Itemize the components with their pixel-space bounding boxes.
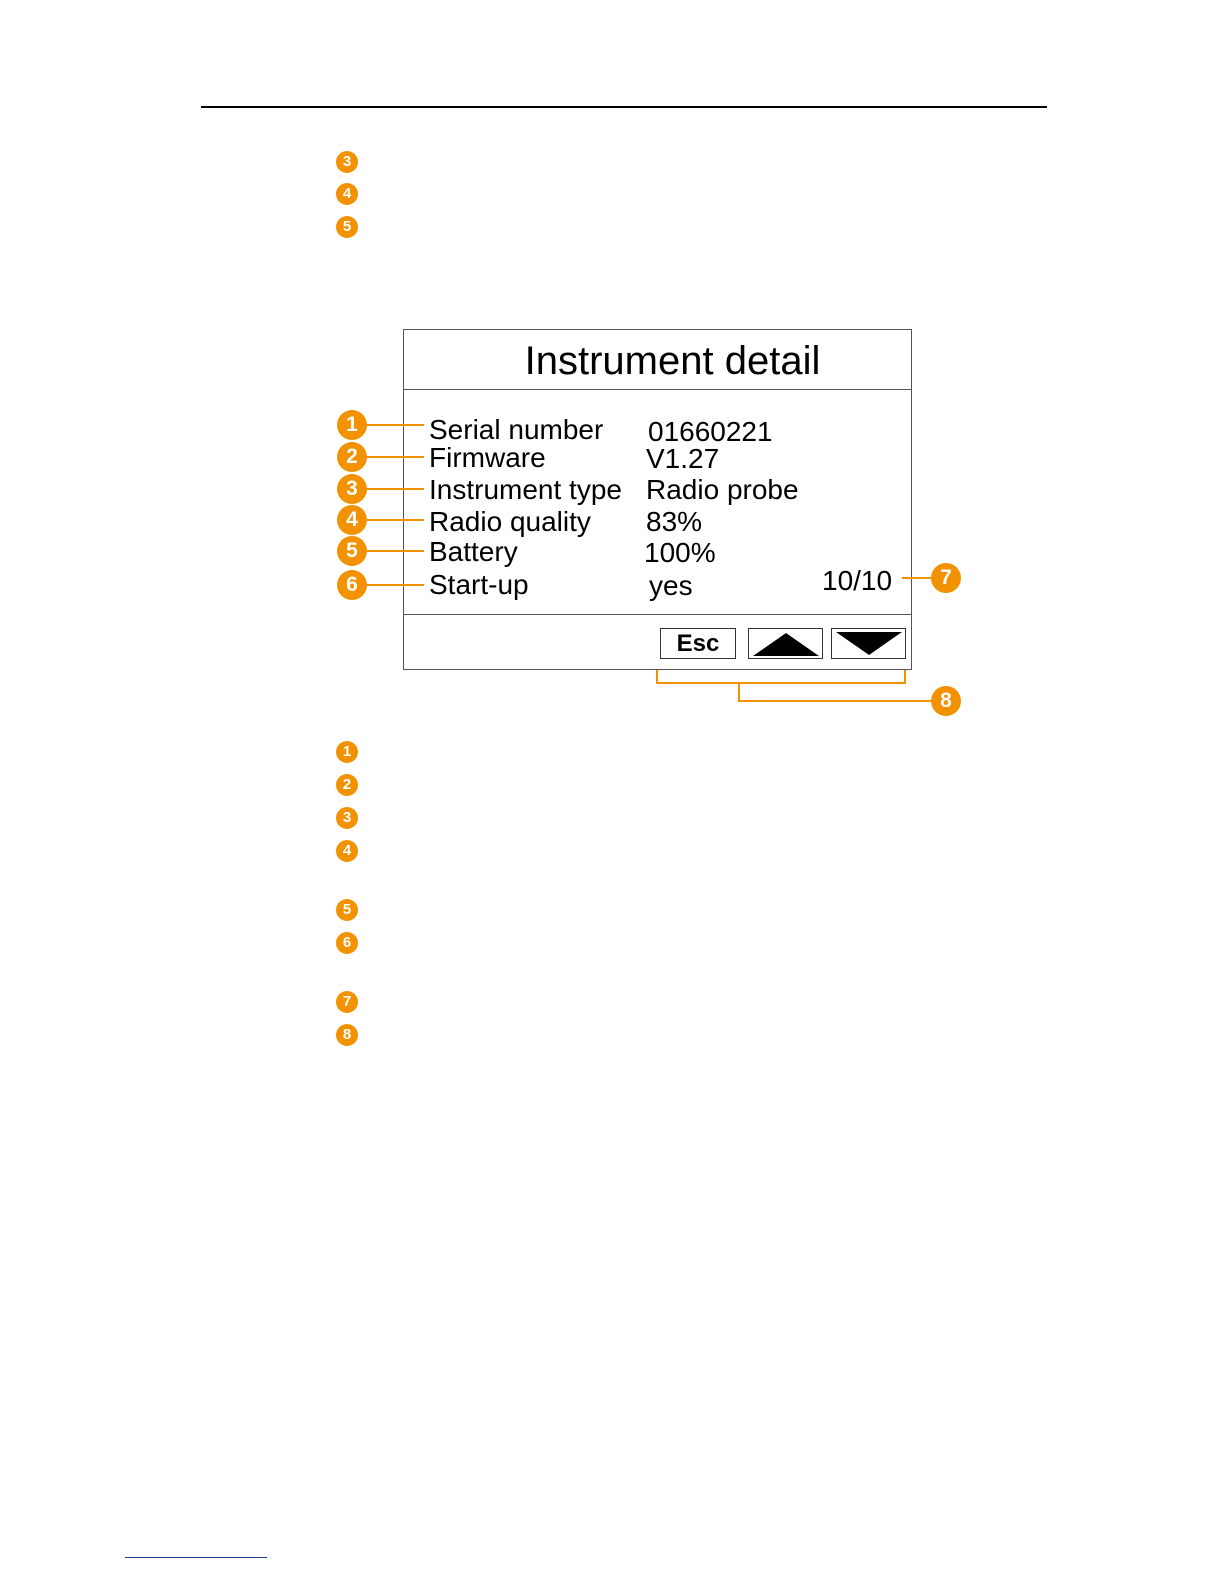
row-label-radio-quality: Radio quality bbox=[429, 506, 591, 537]
callout-4: 4 bbox=[337, 505, 367, 535]
scroll-up-button[interactable] bbox=[748, 628, 823, 659]
row-value-start-up: yes bbox=[649, 570, 693, 601]
legend-bullet-5: 5 bbox=[336, 899, 358, 921]
page-count: 10/10 bbox=[822, 565, 893, 596]
top-bullet-4: 4 bbox=[336, 183, 358, 205]
callout-5: 5 bbox=[337, 536, 367, 566]
callout-1: 1 bbox=[337, 410, 367, 440]
legend-bullet-4: 4 bbox=[336, 840, 358, 862]
callout-8-leader bbox=[738, 700, 932, 702]
legend-bullet-8: 8 bbox=[336, 1024, 358, 1046]
callout-8: 8 bbox=[931, 686, 961, 716]
top-bullet-5: 5 bbox=[336, 216, 358, 238]
screen-title: Instrument detail bbox=[404, 330, 911, 390]
footer-link-rule bbox=[125, 1557, 267, 1558]
triangle-down-icon bbox=[834, 631, 904, 657]
callout-2: 2 bbox=[337, 442, 367, 472]
row-value-firmware: V1.27 bbox=[646, 443, 720, 474]
triangle-up-icon bbox=[751, 631, 821, 657]
scroll-down-button[interactable] bbox=[831, 628, 906, 659]
callout-7: 7 bbox=[931, 563, 961, 593]
callout-3: 3 bbox=[337, 474, 367, 504]
header-rule bbox=[201, 106, 1047, 108]
callout-1-leader bbox=[366, 424, 424, 426]
callout-5-leader bbox=[366, 550, 424, 552]
instrument-screen bbox=[403, 329, 912, 670]
callout-4-leader bbox=[366, 519, 424, 521]
row-value-instrument-type: Radio probe bbox=[646, 474, 799, 505]
callout-6: 6 bbox=[337, 570, 367, 600]
callout-3-leader bbox=[366, 488, 424, 490]
callout-8-bracket-stem bbox=[738, 682, 740, 701]
legend-bullet-1: 1 bbox=[336, 741, 358, 763]
legend-bullet-2: 2 bbox=[336, 774, 358, 796]
callout-6-leader bbox=[366, 584, 424, 586]
legend-bullet-3: 3 bbox=[336, 807, 358, 829]
callout-8-bracket-bottom bbox=[656, 682, 906, 684]
row-label-serial-number: Serial number bbox=[429, 414, 604, 445]
legend-bullet-7: 7 bbox=[336, 991, 358, 1013]
row-label-start-up: Start-up bbox=[429, 569, 529, 600]
top-bullet-3: 3 bbox=[336, 151, 358, 173]
screen-footer-divider bbox=[404, 614, 911, 615]
esc-button[interactable]: Esc bbox=[660, 628, 736, 659]
row-value-battery: 100% bbox=[644, 537, 716, 568]
row-value-radio-quality: 83% bbox=[646, 506, 703, 537]
callout-7-leader bbox=[902, 577, 932, 579]
legend-bullet-6: 6 bbox=[336, 932, 358, 954]
row-label-battery: Battery bbox=[429, 536, 518, 567]
callout-2-leader bbox=[366, 456, 424, 458]
row-value-serial-number: 01660221 bbox=[648, 416, 773, 447]
row-label-firmware: Firmware bbox=[429, 442, 546, 473]
row-label-instrument-type: Instrument type bbox=[429, 474, 622, 505]
